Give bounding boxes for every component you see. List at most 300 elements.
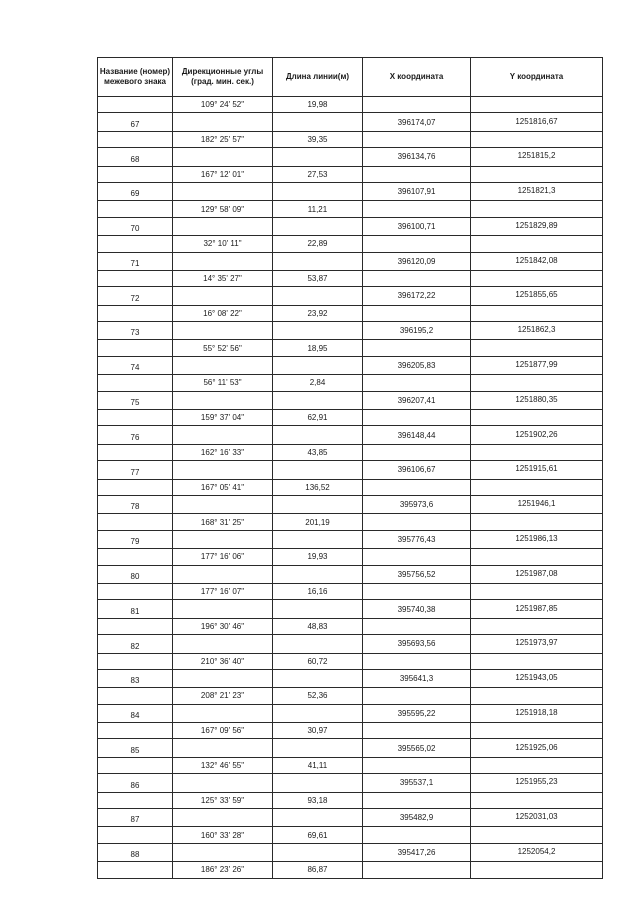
empty-cell: [363, 444, 471, 460]
point-name: 70: [98, 217, 173, 235]
empty-cell: [273, 356, 363, 374]
empty-cell: [98, 236, 173, 252]
empty-cell: [273, 843, 363, 861]
segment-length: 22,89: [273, 236, 363, 252]
point-y-coordinate: [471, 495, 603, 513]
empty-cell: [273, 600, 363, 618]
empty-cell: [273, 774, 363, 792]
empty-cell: [173, 774, 273, 792]
segment-row: [98, 166, 603, 182]
point-y-value: 1251955,23: [515, 777, 558, 787]
header-point-name: Название (номер) межевого знака: [98, 58, 173, 97]
segment-angle: 132° 46' 55": [173, 757, 273, 773]
point-y-value: 1252054,2: [517, 846, 556, 856]
point-y-coordinate: [471, 356, 603, 374]
point-x-coordinate: 395482,9: [363, 809, 471, 827]
empty-cell: [273, 252, 363, 270]
empty-cell: [173, 669, 273, 687]
empty-cell: [363, 97, 471, 113]
point-y-value: 1251877,99: [515, 360, 558, 370]
segment-length: 19,98: [273, 97, 363, 113]
empty-cell: [98, 827, 173, 843]
segment-angle: 16° 08' 22": [173, 305, 273, 321]
empty-cell: [471, 166, 603, 182]
empty-cell: [273, 530, 363, 548]
empty-cell: [363, 479, 471, 495]
empty-cell: [173, 461, 273, 479]
segment-length: 23,92: [273, 305, 363, 321]
point-row: [98, 113, 603, 131]
point-y-coordinate: [471, 704, 603, 722]
segment-row: [98, 757, 603, 773]
segment-row: [98, 479, 603, 495]
point-row: [98, 530, 603, 548]
empty-cell: [273, 669, 363, 687]
point-name: 69: [98, 182, 173, 200]
segment-angle: 109° 24' 52": [173, 97, 273, 113]
point-y-value: 1251915,61: [515, 464, 558, 474]
point-y-coordinate: [471, 113, 603, 131]
segment-angle: 167° 12' 01": [173, 166, 273, 182]
segment-row: [98, 201, 603, 217]
point-name: 74: [98, 356, 173, 374]
segment-row: [98, 618, 603, 634]
segment-angle: 14° 35' 27": [173, 270, 273, 286]
point-row: [98, 182, 603, 200]
segment-row: [98, 583, 603, 599]
segment-length: 18,95: [273, 340, 363, 356]
empty-cell: [471, 792, 603, 808]
point-row: [98, 669, 603, 687]
segment-row: [98, 305, 603, 321]
segment-angle: 210° 36' 40": [173, 653, 273, 669]
segment-angle: 167° 05' 41": [173, 479, 273, 495]
point-y-coordinate: [471, 322, 603, 340]
empty-cell: [471, 236, 603, 252]
empty-cell: [98, 201, 173, 217]
empty-cell: [273, 565, 363, 583]
empty-cell: [273, 461, 363, 479]
empty-cell: [273, 113, 363, 131]
segment-angle: 159° 37' 04": [173, 410, 273, 426]
point-row: [98, 635, 603, 653]
point-x-coordinate: 395565,02: [363, 739, 471, 757]
point-y-coordinate: [471, 182, 603, 200]
point-x-coordinate: 396172,22: [363, 287, 471, 305]
point-row: [98, 148, 603, 166]
segment-row: [98, 270, 603, 286]
empty-cell: [363, 166, 471, 182]
segment-angle: 182° 25' 57": [173, 131, 273, 147]
empty-cell: [471, 653, 603, 669]
empty-cell: [98, 757, 173, 773]
point-x-coordinate: 396205,83: [363, 356, 471, 374]
point-row: [98, 809, 603, 827]
point-x-coordinate: 395641,3: [363, 669, 471, 687]
empty-cell: [471, 618, 603, 634]
point-x-coordinate: 395417,26: [363, 843, 471, 861]
empty-cell: [273, 217, 363, 235]
header-x-coordinate: X координата: [363, 58, 471, 97]
empty-cell: [471, 723, 603, 739]
point-y-value: 1251862,3: [517, 325, 556, 335]
segment-row: [98, 340, 603, 356]
point-y-value: 1251943,05: [515, 673, 558, 683]
point-y-value: 1251918,18: [515, 707, 558, 717]
header-line-length: Длина линии(м): [273, 58, 363, 97]
point-row: [98, 739, 603, 757]
empty-cell: [273, 635, 363, 653]
point-y-coordinate: [471, 739, 603, 757]
point-name: 86: [98, 774, 173, 792]
empty-cell: [363, 757, 471, 773]
empty-cell: [363, 653, 471, 669]
segment-angle: 167° 09' 56": [173, 723, 273, 739]
segment-length: 39,35: [273, 131, 363, 147]
point-y-value: 1251815,2: [517, 151, 556, 161]
empty-cell: [363, 375, 471, 391]
point-y-value: 1251987,85: [515, 603, 558, 613]
segment-row: [98, 514, 603, 530]
empty-cell: [273, 148, 363, 166]
point-y-value: 1251925,06: [515, 742, 558, 752]
segment-length: 62,91: [273, 410, 363, 426]
empty-cell: [471, 583, 603, 599]
empty-cell: [471, 410, 603, 426]
point-x-coordinate: 395756,52: [363, 565, 471, 583]
point-row: [98, 426, 603, 444]
segment-angle: 32° 10' 11": [173, 236, 273, 252]
empty-cell: [471, 479, 603, 495]
segment-length: 53,87: [273, 270, 363, 286]
segment-row: [98, 444, 603, 460]
segment-angle: 125° 33' 59": [173, 792, 273, 808]
empty-cell: [471, 375, 603, 391]
point-x-coordinate: 396100,71: [363, 217, 471, 235]
point-y-value: 1251816,67: [515, 116, 558, 126]
point-row: [98, 391, 603, 409]
point-y-coordinate: [471, 843, 603, 861]
point-y-coordinate: [471, 774, 603, 792]
segment-length: 41,11: [273, 757, 363, 773]
point-row: [98, 356, 603, 374]
empty-cell: [363, 723, 471, 739]
segment-row: [98, 827, 603, 843]
point-y-value: 1251902,26: [515, 429, 558, 439]
segment-length: 16,16: [273, 583, 363, 599]
point-y-value: 1251880,35: [515, 394, 558, 404]
segment-row: [98, 549, 603, 565]
empty-cell: [273, 739, 363, 757]
empty-cell: [98, 723, 173, 739]
point-name: 76: [98, 426, 173, 444]
empty-cell: [173, 113, 273, 131]
empty-cell: [273, 391, 363, 409]
empty-cell: [173, 426, 273, 444]
empty-cell: [98, 549, 173, 565]
segment-length: 11,21: [273, 201, 363, 217]
empty-cell: [173, 287, 273, 305]
point-x-coordinate: 395537,1: [363, 774, 471, 792]
point-x-coordinate: 395693,56: [363, 635, 471, 653]
point-x-coordinate: 395973,6: [363, 495, 471, 513]
point-y-coordinate: [471, 252, 603, 270]
empty-cell: [363, 792, 471, 808]
point-y-coordinate: [471, 530, 603, 548]
empty-cell: [363, 340, 471, 356]
point-y-value: 1251855,65: [515, 290, 558, 300]
point-name: 73: [98, 322, 173, 340]
empty-cell: [173, 635, 273, 653]
table-body: [98, 97, 603, 879]
segment-length: 60,72: [273, 653, 363, 669]
empty-cell: [173, 600, 273, 618]
point-y-coordinate: [471, 426, 603, 444]
empty-cell: [98, 653, 173, 669]
segment-length: 2,84: [273, 375, 363, 391]
empty-cell: [98, 862, 173, 878]
point-x-coordinate: 396195,2: [363, 322, 471, 340]
empty-cell: [98, 792, 173, 808]
empty-cell: [98, 410, 173, 426]
point-y-value: 1251842,08: [515, 255, 558, 265]
point-x-coordinate: 396134,76: [363, 148, 471, 166]
point-row: [98, 461, 603, 479]
empty-cell: [273, 287, 363, 305]
empty-cell: [98, 131, 173, 147]
empty-cell: [471, 444, 603, 460]
empty-cell: [471, 97, 603, 113]
empty-cell: [471, 514, 603, 530]
point-row: [98, 322, 603, 340]
point-x-coordinate: 396107,91: [363, 182, 471, 200]
empty-cell: [173, 217, 273, 235]
empty-cell: [173, 843, 273, 861]
empty-cell: [273, 182, 363, 200]
point-y-value: 1251946,1: [517, 499, 556, 509]
point-y-coordinate: [471, 461, 603, 479]
empty-cell: [363, 583, 471, 599]
point-row: [98, 600, 603, 618]
empty-cell: [363, 201, 471, 217]
point-y-value: 1252031,03: [515, 812, 558, 822]
point-x-coordinate: 395595,22: [363, 704, 471, 722]
segment-row: [98, 862, 603, 878]
point-name: 78: [98, 495, 173, 513]
point-x-coordinate: 396106,67: [363, 461, 471, 479]
point-name: 88: [98, 843, 173, 861]
empty-cell: [173, 182, 273, 200]
empty-cell: [363, 270, 471, 286]
point-row: [98, 252, 603, 270]
point-y-coordinate: [471, 148, 603, 166]
empty-cell: [173, 704, 273, 722]
segment-angle: 177° 16' 06": [173, 549, 273, 565]
point-row: [98, 843, 603, 861]
table-header-row: [98, 58, 603, 97]
segment-row: [98, 236, 603, 252]
point-name: 83: [98, 669, 173, 687]
empty-cell: [173, 252, 273, 270]
segment-angle: 55° 52' 56": [173, 340, 273, 356]
empty-cell: [173, 530, 273, 548]
point-y-coordinate: [471, 600, 603, 618]
empty-cell: [98, 618, 173, 634]
segment-length: 27,53: [273, 166, 363, 182]
segment-length: 136,52: [273, 479, 363, 495]
segment-angle: 208° 21' 23": [173, 688, 273, 704]
empty-cell: [471, 270, 603, 286]
segment-length: 48,83: [273, 618, 363, 634]
segment-length: 201,19: [273, 514, 363, 530]
empty-cell: [98, 375, 173, 391]
point-name: 68: [98, 148, 173, 166]
segment-row: [98, 723, 603, 739]
point-name: 82: [98, 635, 173, 653]
empty-cell: [173, 322, 273, 340]
segment-angle: 162° 16' 33": [173, 444, 273, 460]
segment-row: [98, 97, 603, 113]
segment-length: 19,93: [273, 549, 363, 565]
empty-cell: [98, 479, 173, 495]
point-row: [98, 495, 603, 513]
empty-cell: [363, 514, 471, 530]
segment-angle: 129° 58' 09": [173, 201, 273, 217]
segment-length: 52,36: [273, 688, 363, 704]
empty-cell: [471, 688, 603, 704]
empty-cell: [363, 549, 471, 565]
empty-cell: [471, 827, 603, 843]
segment-length: 30,97: [273, 723, 363, 739]
empty-cell: [363, 410, 471, 426]
segment-row: [98, 792, 603, 808]
point-x-coordinate: 396120,09: [363, 252, 471, 270]
empty-cell: [471, 549, 603, 565]
point-name: 72: [98, 287, 173, 305]
point-y-value: 1251987,08: [515, 568, 558, 578]
point-row: [98, 565, 603, 583]
segment-row: [98, 131, 603, 147]
empty-cell: [273, 704, 363, 722]
point-name: 75: [98, 391, 173, 409]
empty-cell: [273, 426, 363, 444]
segment-angle: 160° 33' 28": [173, 827, 273, 843]
empty-cell: [173, 565, 273, 583]
point-y-coordinate: [471, 391, 603, 409]
empty-cell: [363, 862, 471, 878]
point-y-coordinate: [471, 217, 603, 235]
empty-cell: [273, 495, 363, 513]
point-name: 80: [98, 565, 173, 583]
empty-cell: [98, 514, 173, 530]
empty-cell: [363, 618, 471, 634]
empty-cell: [471, 305, 603, 321]
segment-row: [98, 410, 603, 426]
empty-cell: [471, 340, 603, 356]
point-row: [98, 287, 603, 305]
empty-cell: [173, 391, 273, 409]
empty-cell: [363, 236, 471, 252]
point-row: [98, 217, 603, 235]
segment-length: 69,61: [273, 827, 363, 843]
empty-cell: [173, 739, 273, 757]
empty-cell: [471, 131, 603, 147]
empty-cell: [98, 97, 173, 113]
empty-cell: [363, 688, 471, 704]
point-y-coordinate: [471, 635, 603, 653]
point-row: [98, 774, 603, 792]
empty-cell: [98, 444, 173, 460]
empty-cell: [471, 862, 603, 878]
empty-cell: [98, 583, 173, 599]
segment-length: 86,87: [273, 862, 363, 878]
empty-cell: [363, 305, 471, 321]
point-y-coordinate: [471, 565, 603, 583]
empty-cell: [471, 201, 603, 217]
segment-row: [98, 653, 603, 669]
empty-cell: [98, 166, 173, 182]
point-name: 77: [98, 461, 173, 479]
point-name: 84: [98, 704, 173, 722]
segment-angle: 177° 16' 07": [173, 583, 273, 599]
empty-cell: [98, 305, 173, 321]
empty-cell: [98, 270, 173, 286]
point-name: 71: [98, 252, 173, 270]
segment-angle: 186° 23' 26": [173, 862, 273, 878]
point-y-value: 1251821,3: [517, 186, 556, 196]
point-x-coordinate: 395740,38: [363, 600, 471, 618]
empty-cell: [173, 356, 273, 374]
header-direction-angle: Дирекционные углы (град. мин. сек.): [173, 58, 273, 97]
point-y-value: 1251829,89: [515, 220, 558, 230]
segment-row: [98, 375, 603, 391]
point-x-coordinate: 396148,44: [363, 426, 471, 444]
point-name: 67: [98, 113, 173, 131]
point-y-coordinate: [471, 809, 603, 827]
empty-cell: [98, 340, 173, 356]
segment-row: [98, 688, 603, 704]
point-y-coordinate: [471, 287, 603, 305]
empty-cell: [363, 827, 471, 843]
point-name: 79: [98, 530, 173, 548]
empty-cell: [173, 148, 273, 166]
point-name: 85: [98, 739, 173, 757]
point-name: 87: [98, 809, 173, 827]
point-name: 81: [98, 600, 173, 618]
point-y-coordinate: [471, 669, 603, 687]
segment-length: 93,18: [273, 792, 363, 808]
point-y-value: 1251986,13: [515, 533, 558, 543]
segment-angle: 56° 11' 53": [173, 375, 273, 391]
empty-cell: [273, 809, 363, 827]
empty-cell: [363, 131, 471, 147]
segment-length: 43,85: [273, 444, 363, 460]
empty-cell: [173, 495, 273, 513]
point-row: [98, 704, 603, 722]
empty-cell: [98, 688, 173, 704]
point-x-coordinate: 395776,43: [363, 530, 471, 548]
segment-angle: 196° 30' 46": [173, 618, 273, 634]
point-x-coordinate: 396207,41: [363, 391, 471, 409]
coordinates-table: [97, 57, 603, 879]
empty-cell: [173, 809, 273, 827]
point-y-value: 1251973,97: [515, 638, 558, 648]
empty-cell: [273, 322, 363, 340]
segment-angle: 168° 31' 25": [173, 514, 273, 530]
header-y-coordinate: Y координата: [471, 58, 603, 97]
empty-cell: [471, 757, 603, 773]
point-x-coordinate: 396174,07: [363, 113, 471, 131]
